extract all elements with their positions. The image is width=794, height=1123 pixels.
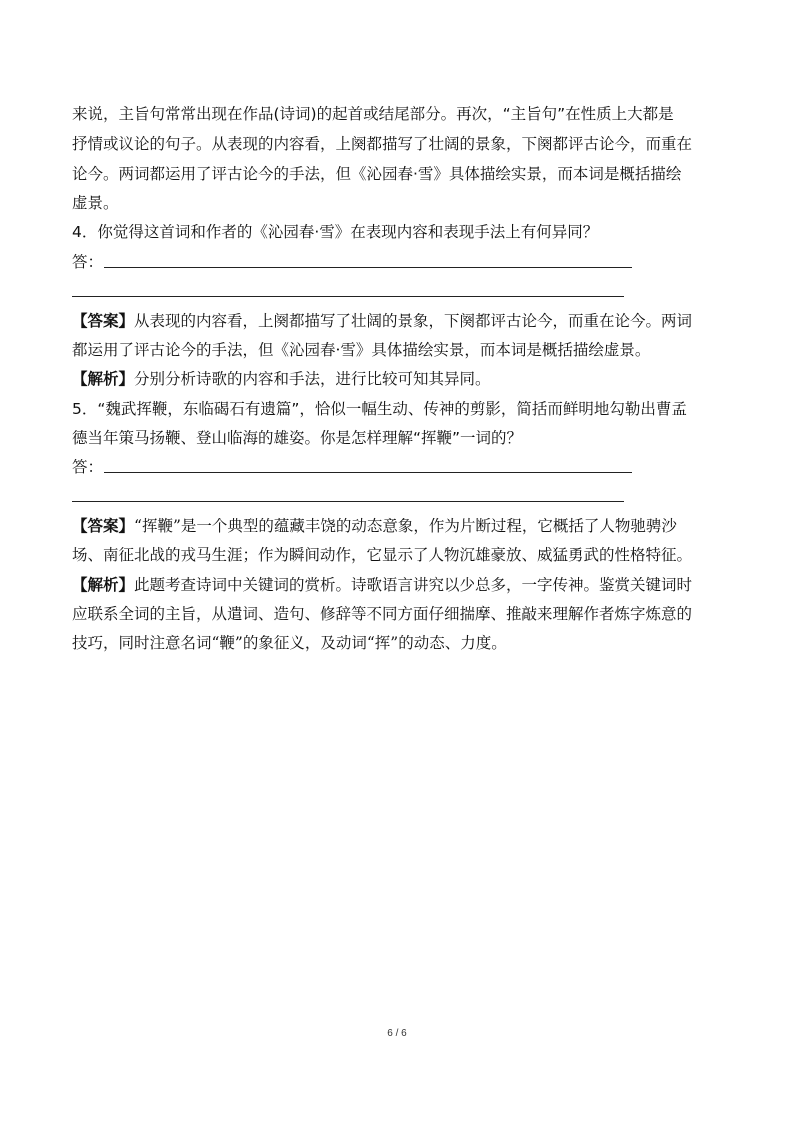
q5-answer-blank-2[interactable] xyxy=(72,501,624,502)
q4-answer-tag: 【答案】 xyxy=(72,312,135,330)
q5-answer-line-2: 场、南征北战的戎马生涯；作为瞬间动作，它显示了人物沉雄豪放、威猛勇武的性格特征。 xyxy=(72,546,693,564)
q5-answer-text-1: “挥鞭”是一个典型的蕴藏丰饶的动态意象，作为片断过程，它概括了人物驰骋沙 xyxy=(134,517,677,535)
q5-analysis-line-2: 应联系全词的主旨，从遣词、造句、修辞等不同方面仔细揣摩、推敲来理解作者炼字炼意的 xyxy=(72,605,693,623)
intro-line-1: 来说，主旨句常常出现在作品(诗词)的起首或结尾部分。再次，“主旨句”在性质上大都是 xyxy=(72,105,674,123)
q5-answer-prompt: 答： xyxy=(72,458,104,476)
q4-answer-blank-1[interactable] xyxy=(104,267,632,268)
page-number: 6 / 6 xyxy=(387,1028,407,1039)
q4-analysis-line-1 xyxy=(72,367,724,391)
q5-answer-tag: 【答案】 xyxy=(72,517,135,535)
question-5-line-1: 5．“魏武挥鞭，东临碣石有遗篇”，恰似一幅生动、传神的剪影，简括而鲜明地勾勒出曹孟 xyxy=(72,400,687,418)
q4-answer-blank-2[interactable] xyxy=(72,296,624,297)
question-4: 4．你觉得这首词和作者的《沁园春·雪》在表现内容和表现手法上有何异同？ xyxy=(72,223,599,241)
q4-analysis-text-1: 分别分析诗歌的内容和手法，进行比较可知其异同。 xyxy=(134,370,491,388)
question-5-line-2: 德当年策马扬鞭、登山临海的雄姿。你是怎样理解“挥鞭”一词的？ xyxy=(72,429,523,447)
q5-analysis-line-3: 技巧，同时注意名词“鞭”的象征义，及动词“挥”的动态、力度。 xyxy=(72,634,507,652)
intro-line-2: 抒情或议论的句子。从表现的内容看，上阕都描写了壮阔的景象，下阕都评古论今，而重在 xyxy=(72,135,693,153)
q4-answer-line-1 xyxy=(72,309,724,333)
q5-analysis-line-1 xyxy=(72,573,724,597)
q5-analysis-text-1: 此题考查诗词中关键词的赏析。诗歌语言讲究以少总多，一字传神。鉴赏关键词时 xyxy=(134,576,693,594)
q4-answer-text-1: 从表现的内容看，上阕都描写了壮阔的景象，下阕都评古论今，而重在论今。两词 xyxy=(134,312,693,330)
q4-answer-prompt: 答： xyxy=(72,253,104,271)
intro-line-3: 论今。两词都运用了评古论今的手法，但《沁园春·雪》具体描绘实景，而本词是概括描绘 xyxy=(72,165,682,183)
q5-answer-line-1 xyxy=(72,514,724,538)
q5-analysis-tag: 【解析】 xyxy=(72,576,135,594)
q4-answer-line-2: 都运用了评古论今的手法，但《沁园春·雪》具体描绘实景，而本词是概括描绘虚景。 xyxy=(72,341,651,359)
q5-answer-blank-1[interactable] xyxy=(104,472,632,473)
intro-line-4: 虚景。 xyxy=(72,194,119,212)
q4-analysis-tag: 【解析】 xyxy=(72,370,135,388)
